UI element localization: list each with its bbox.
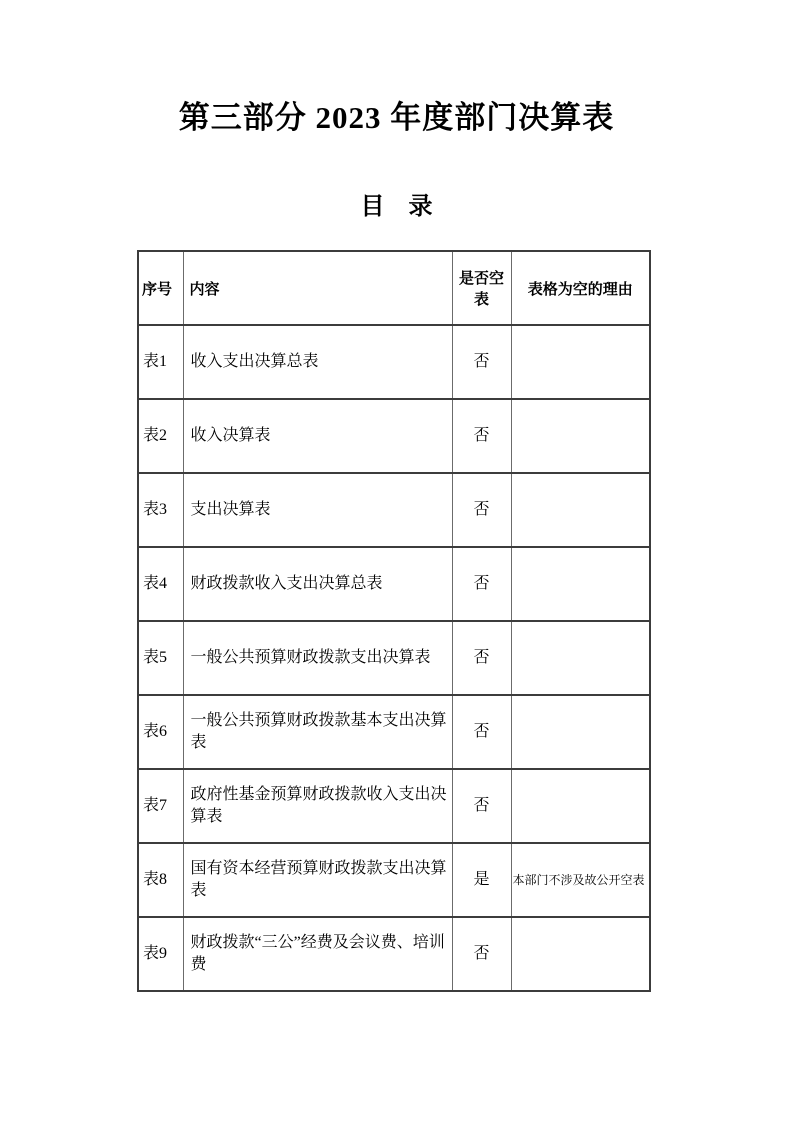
cell-content: 政府性基金预算财政拨款收入支出决算表 [183,769,452,843]
toc-table [137,250,651,992]
cell-content: 国有资本经营预算财政拨款支出决算表 [183,843,452,917]
cell-empty: 是 [452,843,511,917]
cell-reason [511,547,650,621]
cell-reason: 本部门不涉及故公开空表 [511,843,650,917]
cell-content: 收入支出决算总表 [183,325,452,399]
header-cell-content: 内容 [183,251,452,325]
cell-no: 表8 [138,843,183,917]
cell-empty: 否 [452,695,511,769]
cell-empty: 否 [452,325,511,399]
cell-empty: 否 [452,621,511,695]
cell-empty: 否 [452,399,511,473]
table-row [138,547,650,621]
cell-content: 收入决算表 [183,399,452,473]
cell-content: 支出决算表 [183,473,452,547]
table-row [138,769,650,843]
cell-reason [511,917,650,991]
cell-no: 表6 [138,695,183,769]
table-row [138,621,650,695]
cell-reason [511,325,650,399]
header-cell-empty: 是否空表 [452,251,511,325]
cell-reason [511,695,650,769]
header-cell-reason: 表格为空的理由 [511,251,650,325]
cell-reason [511,399,650,473]
cell-no: 表4 [138,547,183,621]
cell-no: 表7 [138,769,183,843]
table-header-row [138,251,650,325]
cell-content: 财政拨款收入支出决算总表 [183,547,452,621]
cell-no: 表5 [138,621,183,695]
cell-empty: 否 [452,473,511,547]
cell-no: 表3 [138,473,183,547]
header-cell-no: 序号 [138,251,183,325]
cell-empty: 否 [452,547,511,621]
cell-reason [511,769,650,843]
table-row [138,695,650,769]
page-title: 第三部分 2023 年度部门决算表 [178,100,615,135]
cell-no: 表2 [138,399,183,473]
toc-heading: 目 录 [360,193,433,220]
cell-no: 表9 [138,917,183,991]
cell-empty: 否 [452,769,511,843]
cell-content: 一般公共预算财政拨款基本支出决算表 [183,695,452,769]
table-row [138,399,650,473]
cell-no: 表1 [138,325,183,399]
cell-reason [511,473,650,547]
table-row [138,917,650,991]
cell-content: 财政拨款“三公”经费及会议费、培训费 [183,917,452,991]
cell-empty: 否 [452,917,511,991]
cell-content: 一般公共预算财政拨款支出决算表 [183,621,452,695]
table-row [138,325,650,399]
table-row [138,843,650,917]
table-row [138,473,650,547]
cell-reason [511,621,650,695]
table-body [138,325,650,991]
